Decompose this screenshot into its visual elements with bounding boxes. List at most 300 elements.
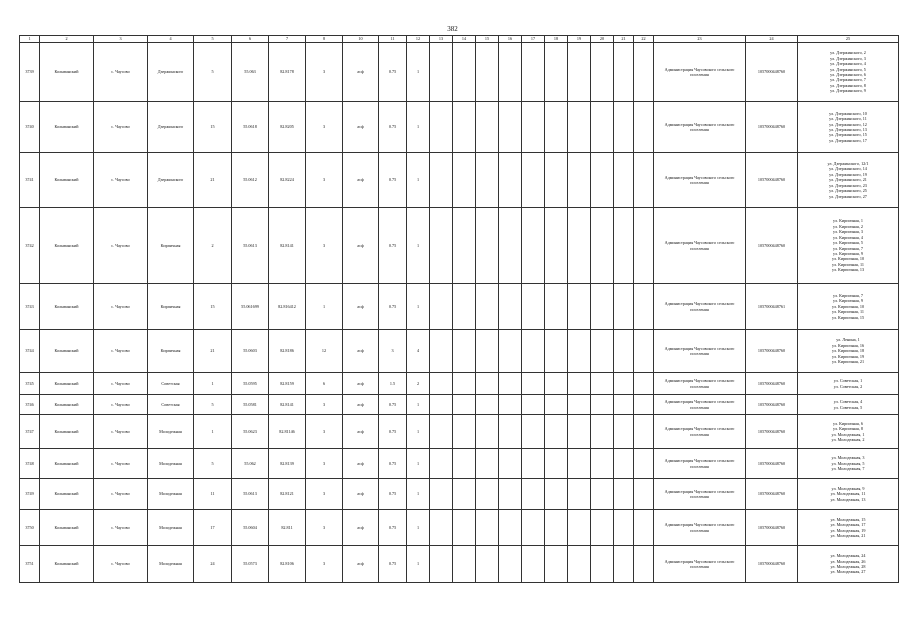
cell-district: Колыванский: [40, 102, 94, 153]
street-address: ул. Дзержинского, 11: [829, 116, 867, 122]
cell-empty: [591, 153, 614, 208]
cell-empty: [568, 43, 591, 102]
cell-empty: [591, 449, 614, 479]
table-row: [20, 449, 899, 479]
street-address: ул. Советская, 2: [833, 383, 863, 389]
street-address: ул. Молодежная, 5: [831, 460, 865, 466]
cell-c11: 0.75: [379, 208, 407, 284]
cell-empty: [545, 153, 568, 208]
register-table: [19, 35, 899, 583]
cell-n: 3741: [20, 153, 40, 208]
cell-empty: [499, 395, 522, 415]
cell-empty: [568, 284, 591, 330]
cell-admin: Администрация Чаусовского сельского поселения: [654, 284, 746, 330]
cell-empty: [476, 449, 499, 479]
cell-house: 1: [194, 415, 232, 449]
cell-district: Колыванский: [40, 546, 94, 583]
cell-c11: 0.75: [379, 510, 407, 546]
cell-c12: 1: [407, 43, 430, 102]
cell-empty: [430, 153, 453, 208]
cell-empty: [614, 373, 634, 395]
cell-admin: Администрация Чаусовского сельского поселения: [654, 102, 746, 153]
street-address: ул. Молодежная, 26: [830, 558, 866, 564]
cell-street: Молодежная: [148, 510, 194, 546]
column-header: 17: [522, 36, 545, 43]
table-row: [20, 284, 899, 330]
street-address: ул. Дзержинского, 17: [829, 137, 867, 143]
street-address: ул. Кирпичная, 9: [832, 250, 864, 256]
cell-c12: 1: [407, 415, 430, 449]
cell-empty: [545, 395, 568, 415]
street-address: ул. Дзержинского, 8: [830, 82, 866, 88]
cell-empty: [499, 449, 522, 479]
cell-district: Колыванский: [40, 330, 94, 373]
cell-empty: [545, 415, 568, 449]
cell-lon: 82.8224: [269, 153, 306, 208]
cell-empty: [430, 415, 453, 449]
cell-street: Молодежная: [148, 479, 194, 510]
cell-house: 15: [194, 284, 232, 330]
cell-settlement: с. Чаусово: [94, 373, 148, 395]
street-address: ул. Молодежная, 13: [830, 496, 866, 502]
cell-empty: [568, 373, 591, 395]
cell-lon: 82.8139: [269, 449, 306, 479]
cell-lat: 55.0573: [232, 546, 269, 583]
cell-empty: [634, 449, 654, 479]
cell-empty: [634, 373, 654, 395]
table-row: [20, 208, 899, 284]
street-address: ул. Дзержинского, 27: [829, 193, 867, 199]
cell-empty: [522, 479, 545, 510]
cell-c11: 1.5: [379, 373, 407, 395]
cell-admin: Администрация Чаусовского сельского поселения: [654, 43, 746, 102]
cell-streets: [798, 284, 899, 330]
cell-c10: асф: [343, 546, 379, 583]
cell-settlement: с. Чаусово: [94, 395, 148, 415]
cell-empty: [591, 510, 614, 546]
cell-empty: [591, 43, 614, 102]
cell-empty: [634, 546, 654, 583]
column-header: 15: [476, 36, 499, 43]
cell-streets: [798, 102, 899, 153]
street-address: ул. Кирпичная, 21: [831, 359, 865, 365]
cell-c12: 1: [407, 395, 430, 415]
cell-settlement: с. Чаусово: [94, 415, 148, 449]
column-header: 23: [654, 36, 746, 43]
cell-lat: 55.0623: [232, 415, 269, 449]
cell-empty: [545, 373, 568, 395]
cell-n: 3750: [20, 510, 40, 546]
street-address: ул. Молодежная, 24: [830, 553, 866, 559]
cell-empty: [614, 330, 634, 373]
cell-c10: асф: [343, 102, 379, 153]
street-address: ул. Молодежная, 1: [831, 431, 865, 437]
cell-c11: 0.75: [379, 395, 407, 415]
cell-empty: [430, 479, 453, 510]
cell-lat: 55.0613: [232, 208, 269, 284]
cell-settlement: с. Чаусово: [94, 510, 148, 546]
cell-empty: [522, 395, 545, 415]
table-row: [20, 373, 899, 395]
cell-empty: [453, 43, 476, 102]
cell-empty: [545, 330, 568, 373]
cell-c8: 3: [306, 395, 343, 415]
cell-empty: [591, 415, 614, 449]
cell-empty: [430, 43, 453, 102]
cell-empty: [591, 284, 614, 330]
cell-ogrn: 1057000448760: [746, 102, 798, 153]
cell-lat: 55.0603: [232, 330, 269, 373]
cell-n: 3740: [20, 102, 40, 153]
cell-c10: асф: [343, 284, 379, 330]
cell-empty: [614, 479, 634, 510]
cell-c12: 1: [407, 546, 430, 583]
cell-streets: [798, 479, 899, 510]
cell-empty: [453, 546, 476, 583]
street-address: ул. Дзержинского, 15: [829, 132, 867, 138]
cell-lon: 82.8186: [269, 330, 306, 373]
cell-admin: Администрация Чаусовского сельского поселения: [654, 395, 746, 415]
cell-empty: [522, 284, 545, 330]
column-header: 8: [306, 36, 343, 43]
cell-empty: [522, 102, 545, 153]
cell-empty: [453, 510, 476, 546]
cell-settlement: с. Чаусово: [94, 479, 148, 510]
cell-empty: [522, 415, 545, 449]
cell-empty: [545, 510, 568, 546]
cell-street: Дзержинского: [148, 153, 194, 208]
cell-empty: [568, 330, 591, 373]
table-row: [20, 330, 899, 373]
column-header: 16: [499, 36, 522, 43]
street-address: ул. Кирпичная, 9: [832, 298, 864, 304]
street-address: ул. Дзержинского, 12: [829, 121, 867, 127]
cell-empty: [614, 43, 634, 102]
street-address: ул. Молодежная, 15: [830, 516, 866, 522]
cell-empty: [634, 153, 654, 208]
cell-empty: [522, 546, 545, 583]
cell-street: Кирпичная: [148, 330, 194, 373]
cell-district: Колыванский: [40, 373, 94, 395]
cell-n: 3749: [20, 479, 40, 510]
cell-empty: [568, 102, 591, 153]
cell-empty: [499, 373, 522, 395]
street-address: ул. Кирпичная, 5: [832, 240, 864, 246]
cell-c11: 3: [379, 330, 407, 373]
cell-ogrn: 1057000448760: [746, 153, 798, 208]
cell-house: 11: [194, 479, 232, 510]
street-address: ул. Молодежная, 3: [831, 455, 865, 461]
cell-streets: [798, 546, 899, 583]
column-header: 10: [343, 36, 379, 43]
cell-c10: асф: [343, 395, 379, 415]
column-header: 19: [568, 36, 591, 43]
cell-empty: [476, 373, 499, 395]
cell-empty: [522, 330, 545, 373]
street-address: ул. Дзержинского, 2: [830, 50, 866, 56]
cell-settlement: с. Чаусово: [94, 546, 148, 583]
cell-c8: 3: [306, 510, 343, 546]
table-row: [20, 102, 899, 153]
cell-empty: [614, 284, 634, 330]
cell-admin: Администрация Чаусовского сельского поселения: [654, 510, 746, 546]
cell-house: 5: [194, 43, 232, 102]
cell-empty: [453, 284, 476, 330]
cell-empty: [476, 284, 499, 330]
cell-c12: 1: [407, 449, 430, 479]
cell-streets: [798, 373, 899, 395]
cell-street: Кирпичная: [148, 208, 194, 284]
cell-ogrn: 1057000448760: [746, 395, 798, 415]
street-address: ул. Кирпичная, 10: [831, 256, 865, 262]
cell-ogrn: 1057000448760: [746, 330, 798, 373]
cell-empty: [634, 415, 654, 449]
street-address: ул. Кирпичная, 15: [831, 314, 865, 320]
column-header: 6: [232, 36, 269, 43]
cell-empty: [634, 510, 654, 546]
column-header: 1: [20, 36, 40, 43]
cell-empty: [499, 43, 522, 102]
street-address: ул. Дзержинского, 4: [830, 61, 866, 67]
cell-empty: [476, 102, 499, 153]
cell-district: Колыванский: [40, 510, 94, 546]
cell-settlement: с. Чаусово: [94, 449, 148, 479]
cell-c10: асф: [343, 153, 379, 208]
street-address: ул. Дзержинского, 19: [829, 171, 867, 177]
cell-empty: [568, 510, 591, 546]
cell-empty: [591, 208, 614, 284]
cell-empty: [614, 208, 634, 284]
cell-empty: [568, 479, 591, 510]
cell-empty: [614, 449, 634, 479]
cell-c8: 3: [306, 449, 343, 479]
cell-c12: 1: [407, 479, 430, 510]
cell-empty: [499, 153, 522, 208]
street-address: ул. Дзержинского, 13: [829, 127, 867, 132]
cell-c10: асф: [343, 415, 379, 449]
cell-c11: 0.75: [379, 479, 407, 510]
cell-empty: [476, 330, 499, 373]
cell-empty: [614, 395, 634, 415]
cell-house: 5: [194, 395, 232, 415]
cell-house: 21: [194, 153, 232, 208]
cell-empty: [522, 510, 545, 546]
cell-ogrn: 1057000448761: [746, 284, 798, 330]
cell-lat: 55.062: [232, 449, 269, 479]
cell-admin: Администрация Чаусовского сельского поселения: [654, 330, 746, 373]
cell-empty: [499, 479, 522, 510]
column-header: 14: [453, 36, 476, 43]
cell-empty: [545, 546, 568, 583]
cell-empty: [499, 208, 522, 284]
cell-c8: 3: [306, 479, 343, 510]
cell-settlement: с. Чаусово: [94, 43, 148, 102]
cell-c11: 0.75: [379, 43, 407, 102]
cell-c10: асф: [343, 449, 379, 479]
cell-street: Молодежная: [148, 415, 194, 449]
cell-lon: 82.81146: [269, 415, 306, 449]
street-address: ул. Кирпичная, 11: [832, 261, 864, 267]
cell-empty: [476, 546, 499, 583]
cell-ogrn: 1057000448760: [746, 546, 798, 583]
column-header: 22: [634, 36, 654, 43]
street-address: ул. Кирпичная, 19: [831, 353, 865, 359]
cell-empty: [476, 395, 499, 415]
cell-empty: [545, 102, 568, 153]
cell-house: 15: [194, 102, 232, 153]
street-address: ул. Молодежная, 27: [830, 569, 866, 575]
cell-lat: 55.0612: [232, 153, 269, 208]
cell-empty: [499, 546, 522, 583]
cell-lon: 82.8141: [269, 395, 306, 415]
cell-n: 3746: [20, 395, 40, 415]
cell-house: 1: [194, 373, 232, 395]
cell-district: Колыванский: [40, 479, 94, 510]
cell-street: Молодежная: [148, 449, 194, 479]
cell-street: Дзержинского: [148, 102, 194, 153]
page-number: 382: [447, 25, 458, 33]
cell-district: Колыванский: [40, 43, 94, 102]
cell-empty: [522, 449, 545, 479]
cell-empty: [545, 208, 568, 284]
cell-empty: [430, 330, 453, 373]
cell-c8: 3: [306, 415, 343, 449]
cell-streets: [798, 415, 899, 449]
street-address: ул. Молодежная, 9: [831, 485, 865, 491]
cell-c11: 0.75: [379, 102, 407, 153]
cell-streets: [798, 43, 899, 102]
column-header: 4: [148, 36, 194, 43]
cell-empty: [545, 284, 568, 330]
cell-empty: [568, 153, 591, 208]
cell-district: Колыванский: [40, 153, 94, 208]
column-header: 12: [407, 36, 430, 43]
cell-empty: [634, 43, 654, 102]
cell-empty: [634, 479, 654, 510]
cell-c12: 1: [407, 153, 430, 208]
cell-c10: асф: [343, 373, 379, 395]
street-address: ул. Кирпичная, 1: [832, 218, 864, 224]
cell-street: Дзержинского: [148, 43, 194, 102]
cell-district: Колыванский: [40, 395, 94, 415]
column-header: 21: [614, 36, 634, 43]
cell-admin: Администрация Чаусовского сельского поселения: [654, 449, 746, 479]
cell-ogrn: 1057000448760: [746, 208, 798, 284]
cell-c8: 6: [306, 373, 343, 395]
cell-admin: Администрация Чаусовского сельского поселения: [654, 208, 746, 284]
cell-empty: [453, 449, 476, 479]
cell-street: Молодежная: [148, 546, 194, 583]
cell-n: 3745: [20, 373, 40, 395]
cell-empty: [634, 208, 654, 284]
header-row: [20, 36, 899, 43]
column-header: 20: [591, 36, 614, 43]
column-header: 11: [379, 36, 407, 43]
cell-c8: 3: [306, 153, 343, 208]
cell-c8: 1: [306, 284, 343, 330]
cell-n: 3743: [20, 284, 40, 330]
cell-empty: [430, 510, 453, 546]
cell-streets: [798, 330, 899, 373]
cell-district: Колыванский: [40, 284, 94, 330]
street-address: ул. Дзержинского, 5: [830, 66, 866, 72]
cell-n: 3751: [20, 546, 40, 583]
table-row: [20, 510, 899, 546]
street-address: ул. Кирпичная, 13: [831, 267, 865, 273]
cell-lat: 55.063: [232, 43, 269, 102]
cell-ogrn: 1057000448760: [746, 43, 798, 102]
cell-streets: [798, 395, 899, 415]
cell-lon: 82.8121: [269, 479, 306, 510]
street-address: ул. Кирпичная, 4: [832, 234, 864, 240]
column-header: 24: [746, 36, 798, 43]
cell-empty: [614, 415, 634, 449]
cell-house: 24: [194, 546, 232, 583]
street-address: ул. Кирпичная, 16: [831, 342, 865, 348]
cell-settlement: с. Чаусово: [94, 153, 148, 208]
cell-empty: [591, 546, 614, 583]
street-address: ул. Советская, 5: [833, 404, 863, 410]
cell-n: 3747: [20, 415, 40, 449]
street-address: ул. Дзержинского, 25: [829, 188, 867, 194]
cell-empty: [522, 153, 545, 208]
street-address: ул. Дзержинского, 14: [829, 166, 867, 172]
street-address: ул. Дзержинского, 10: [829, 110, 867, 116]
cell-empty: [634, 102, 654, 153]
cell-empty: [430, 102, 453, 153]
table-row: [20, 43, 899, 102]
cell-n: 3744: [20, 330, 40, 373]
cell-empty: [430, 373, 453, 395]
cell-c12: 1: [407, 510, 430, 546]
street-address: ул. Дзержинского, 3: [830, 55, 866, 61]
table-row: [20, 546, 899, 583]
cell-empty: [568, 415, 591, 449]
cell-empty: [430, 449, 453, 479]
street-address: ул. Кирпичная, 10: [831, 303, 865, 309]
cell-settlement: с. Чаусово: [94, 102, 148, 153]
cell-admin: Администрация Чаусовского сельского поселения: [654, 415, 746, 449]
cell-ogrn: 1057000448760: [746, 449, 798, 479]
cell-empty: [499, 330, 522, 373]
cell-empty: [430, 395, 453, 415]
cell-lon: 82.816412: [269, 284, 306, 330]
street-address: ул. Дзержинского, 6: [830, 72, 866, 77]
table-row: [20, 153, 899, 208]
street-address: ул. Кирпичная, 7: [832, 292, 864, 298]
cell-empty: [499, 284, 522, 330]
street-address: ул. Советская, 4: [833, 399, 863, 405]
cell-settlement: с. Чаусово: [94, 208, 148, 284]
cell-empty: [634, 284, 654, 330]
street-address: ул. Молодежная, 19: [830, 527, 866, 533]
street-address: ул. Кирпичная, 6: [832, 420, 864, 426]
cell-c11: 0.75: [379, 546, 407, 583]
street-address: ул. Молодежная, 17: [830, 522, 866, 528]
cell-lon: 82.811: [269, 510, 306, 546]
cell-empty: [591, 373, 614, 395]
column-header: 25: [798, 36, 899, 43]
table-row: [20, 415, 899, 449]
cell-c12: 2: [407, 373, 430, 395]
column-header: 3: [94, 36, 148, 43]
cell-settlement: с. Чаусово: [94, 330, 148, 373]
cell-house: 17: [194, 510, 232, 546]
cell-streets: [798, 208, 899, 284]
table-row: [20, 395, 899, 415]
cell-c12: 1: [407, 102, 430, 153]
cell-c12: 1: [407, 284, 430, 330]
